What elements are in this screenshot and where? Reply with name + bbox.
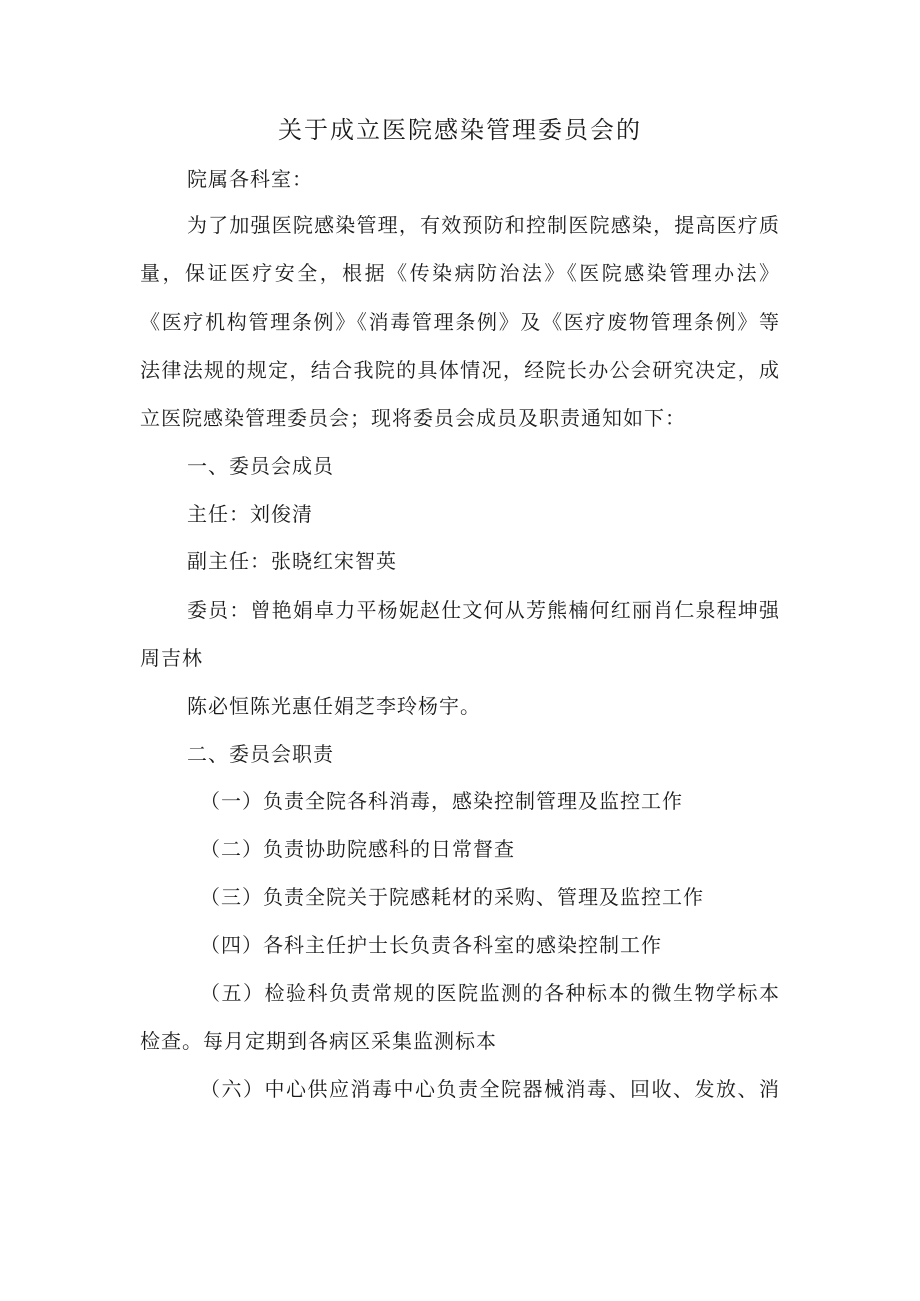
intro-line-3: 《医疗机构管理条例》《消毒管理条例》及《医疗废物管理条例》等 <box>140 310 780 334</box>
deputy-director-line: 副主任：张晓红宋智英 <box>187 549 397 573</box>
intro-line-2: 量，保证医疗安全，根据《传染病防治法》《医院感染管理办法》 <box>140 261 780 285</box>
duty-5-line-2: 检查。每月定期到各病区采集监测标本 <box>140 1029 497 1053</box>
duty-6-line-1: （六）中心供应消毒中心负责全院器械消毒、回收、发放、消 <box>200 1077 780 1101</box>
duty-1: （一）负责全院各科消毒，感染控制管理及监控工作 <box>200 789 683 813</box>
section2-heading: 二、委员会职责 <box>187 742 334 766</box>
duty-3: （三）负责全院关于院感耗材的采购、管理及监控工作 <box>200 885 704 909</box>
members-line-1: 委员：曾艳娟卓力平杨妮赵仕文何从芳熊楠何红丽肖仁泉程坤强 <box>187 598 780 622</box>
members-line-3: 陈必恒陈光惠任娟芝李玲杨宇。 <box>187 694 481 718</box>
document-title: 关于成立医院感染管理委员会的 <box>278 116 642 144</box>
members-line-2: 周吉林 <box>140 646 203 670</box>
intro-line-4: 法律法规的规定，结合我院的具体情况，经院长办公会研究决定，成 <box>140 358 780 382</box>
duty-5-line-1: （五）检验科负责常规的医院监测的各种标本的微生物学标本 <box>200 981 780 1005</box>
intro-line-1: 为了加强医院感染管理，有效预防和控制医院感染，提高医疗质 <box>187 213 780 237</box>
salutation: 院属各科室： <box>187 167 313 191</box>
director-line: 主任：刘俊清 <box>187 502 313 526</box>
intro-line-5: 立医院感染管理委员会；现将委员会成员及职责通知如下： <box>140 406 686 430</box>
duty-2: （二）负责协助院感科的日常督查 <box>200 837 515 861</box>
duty-4: （四）各科主任护士长负责各科室的感染控制工作 <box>200 933 662 957</box>
section1-heading: 一、委员会成员 <box>187 454 334 478</box>
